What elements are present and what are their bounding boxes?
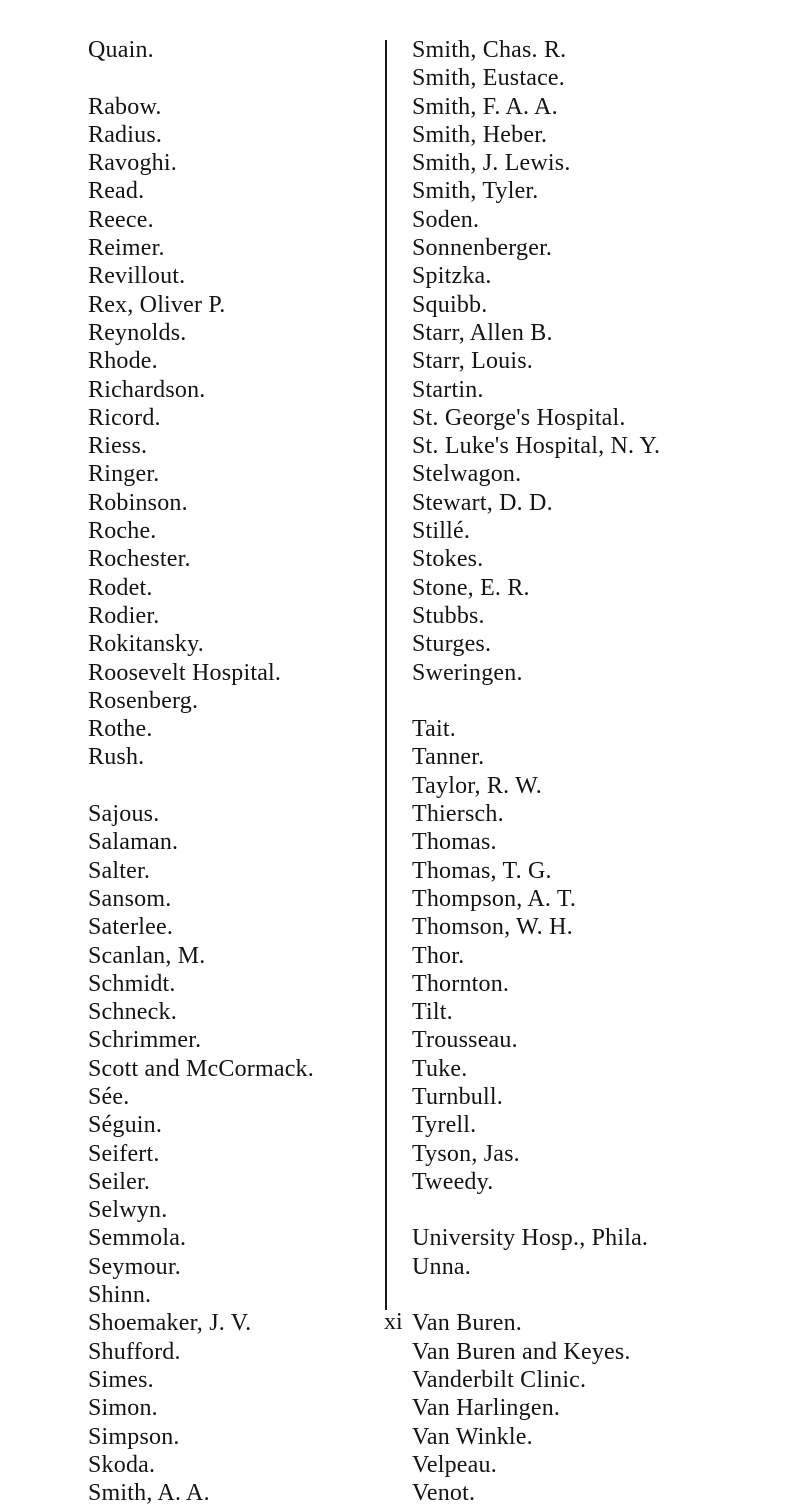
index-entry: Tyson, Jas. xyxy=(412,1140,520,1167)
index-entry: Ringer. xyxy=(88,461,160,488)
index-entry: Rex, Oliver P. xyxy=(88,291,226,318)
index-entry: Thomas, T. G. xyxy=(412,857,552,884)
index-entry: Sturges. xyxy=(412,631,492,658)
index-entry: Thomson, W. H. xyxy=(412,914,573,941)
index-entry: Tanner. xyxy=(412,744,485,771)
index-entry: Venot. xyxy=(412,1480,476,1507)
index-entry: Read. xyxy=(88,178,145,205)
index-entry: Shufford. xyxy=(88,1338,181,1365)
index-entry: Smith, Eustace. xyxy=(412,65,565,92)
index-entry: Séguin. xyxy=(88,1112,163,1139)
index-entry: Richardson. xyxy=(88,376,206,403)
index-entry: Roche. xyxy=(88,518,157,545)
index-entry: Taylor, R. W. xyxy=(412,772,542,799)
index-entry: Tuke. xyxy=(412,1055,468,1082)
index-entry: Schrimmer. xyxy=(88,1027,202,1054)
index-entry: Sweringen. xyxy=(412,659,523,686)
index-entry: University Hosp., Phila. xyxy=(412,1225,649,1252)
index-entry: Roosevelt Hospital. xyxy=(88,659,282,686)
index-entry: Rosenberg. xyxy=(88,687,199,714)
index-entry: Revillout. xyxy=(88,263,186,290)
index-entry: Skoda. xyxy=(88,1451,156,1478)
index-entry: Smith, F. A. A. xyxy=(412,93,558,120)
index-entry: Seymour. xyxy=(88,1253,181,1280)
index-entry: Stone, E. R. xyxy=(412,574,530,601)
index-entry: Saterlee. xyxy=(88,914,174,941)
index-entry: Smith, A. A. xyxy=(88,1480,210,1507)
index-entry: Rochester. xyxy=(88,546,191,573)
section-gap xyxy=(412,1281,660,1309)
index-entry: Soden. xyxy=(412,206,480,233)
index-entry: Salter. xyxy=(88,857,151,884)
index-entry: Scanlan, M. xyxy=(88,942,206,969)
index-entry: Tait. xyxy=(412,716,456,743)
index-entry: Semmola. xyxy=(88,1225,187,1252)
index-entry: Rabow. xyxy=(88,93,162,120)
index-entry: Van Buren. xyxy=(412,1310,522,1337)
index-entry: Shoemaker, J. V. xyxy=(88,1310,252,1337)
index-entry: Rodet. xyxy=(88,574,153,601)
index-entry: Simpson. xyxy=(88,1423,180,1450)
index-entry: Stelwagon. xyxy=(412,461,522,488)
index-entry: Trousseau. xyxy=(412,1027,518,1054)
index-entry: Starr, Louis. xyxy=(412,348,533,375)
index-entry: Thornton. xyxy=(412,970,510,997)
index-entry: Robinson. xyxy=(88,489,188,516)
index-entry: Starr, Allen B. xyxy=(412,319,553,346)
index-entry: Ravoghi. xyxy=(88,150,177,177)
index-entry: Tyrell. xyxy=(412,1112,477,1139)
index-entry: Reynolds. xyxy=(88,319,187,346)
index-entry: Sansom. xyxy=(88,885,172,912)
index-entry: Squibb. xyxy=(412,291,488,318)
index-entry: Thompson, A. T. xyxy=(412,885,577,912)
index-entry: Thor. xyxy=(412,942,465,969)
index-entry: Schneck. xyxy=(88,999,177,1026)
index-entry: Seifert. xyxy=(88,1140,160,1167)
index-entry: Sajous. xyxy=(88,801,160,828)
index-entry: Reece. xyxy=(88,206,154,233)
index-entry: Rodier. xyxy=(88,602,160,629)
index-entry: Scott and McCormack. xyxy=(88,1055,314,1082)
left-name-column xyxy=(88,36,314,1507)
index-entry: Selwyn. xyxy=(88,1197,168,1224)
index-entry: Vanderbilt Clinic. xyxy=(412,1366,587,1393)
index-entry: Smith, Tyler. xyxy=(412,178,539,205)
index-entry: Rothe. xyxy=(88,716,153,743)
index-entry: St. George's Hospital. xyxy=(412,404,626,431)
index-entry: Rush. xyxy=(88,744,145,771)
section-gap xyxy=(412,1196,660,1224)
index-entry: Thomas. xyxy=(412,829,497,856)
index-entry: St. Luke's Hospital, N. Y. xyxy=(412,433,661,460)
index-entry: Schmidt. xyxy=(88,970,176,997)
index-entry: Unna. xyxy=(412,1253,471,1280)
index-entry: Seiler. xyxy=(88,1168,151,1195)
index-entry: Quain. xyxy=(88,37,154,63)
index-entry: Rokitansky. xyxy=(88,631,204,658)
column-divider xyxy=(385,40,387,1310)
index-entry: Thiersch. xyxy=(412,801,504,828)
section-gap xyxy=(88,772,314,800)
index-entry: Stubbs. xyxy=(412,602,485,629)
index-entry: Reimer. xyxy=(88,235,165,262)
index-entry: Tweedy. xyxy=(412,1168,494,1195)
index-entry: Salaman. xyxy=(88,829,179,856)
index-entry: Van Harlingen. xyxy=(412,1395,561,1422)
page-number: xi xyxy=(384,1309,403,1335)
index-entry: Stewart, D. D. xyxy=(412,489,553,516)
index-entry: Ricord. xyxy=(88,404,161,431)
index-entry: Simon. xyxy=(88,1395,158,1422)
index-entry: Startin. xyxy=(412,376,484,403)
index-entry: Stillé. xyxy=(412,518,471,545)
index-entry: Turnbull. xyxy=(412,1083,503,1110)
index-entry: Stokes. xyxy=(412,546,484,573)
section-gap xyxy=(88,64,314,92)
index-entry: Van Buren and Keyes. xyxy=(412,1338,631,1365)
index-entry: Radius. xyxy=(88,121,163,148)
index-entry: Sée. xyxy=(88,1083,130,1110)
index-entry: Smith, Heber. xyxy=(412,121,548,148)
section-gap xyxy=(412,687,660,715)
index-entry: Shinn. xyxy=(88,1282,152,1309)
index-entry: Velpeau. xyxy=(412,1451,497,1478)
index-entry: Spitzka. xyxy=(412,263,492,290)
index-entry: Smith, Chas. R. xyxy=(412,37,567,63)
index-entry: Smith, J. Lewis. xyxy=(412,150,571,177)
index-entry: Van Winkle. xyxy=(412,1423,533,1450)
index-entry: Riess. xyxy=(88,433,148,460)
index-entry: Tilt. xyxy=(412,999,453,1026)
index-entry: Simes. xyxy=(88,1366,154,1393)
index-entry: Sonnenberger. xyxy=(412,235,553,262)
right-name-column xyxy=(412,36,660,1507)
index-entry: Rhode. xyxy=(88,348,158,375)
